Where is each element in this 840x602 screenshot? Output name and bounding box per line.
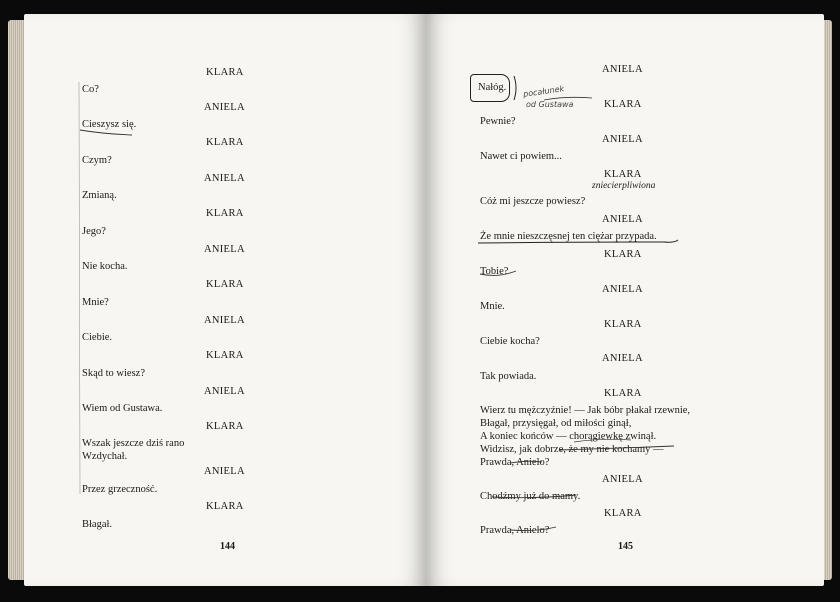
speaker-label: ANIELA <box>602 64 643 75</box>
pencil-marks-right <box>426 14 824 586</box>
speech-line: Wzdychał. <box>82 451 128 462</box>
right-page <box>426 14 824 586</box>
speaker-label: ANIELA <box>204 244 245 255</box>
speaker-label: ANIELA <box>602 353 643 364</box>
page-number: 144 <box>220 541 235 552</box>
page-number: 145 <box>618 541 633 552</box>
speech-line: Mnie. <box>480 301 505 312</box>
speaker-label: KLARA <box>206 421 244 432</box>
speech-line: Błagał. <box>82 519 113 530</box>
speech-line: Nie kocha. <box>82 261 128 272</box>
speech-line: Czym? <box>82 155 112 166</box>
left-page <box>24 14 426 586</box>
speech-line: Ciebie. <box>82 332 113 343</box>
pencil-marks-left <box>24 14 426 586</box>
speech-line: Prawda, Anielo? <box>480 525 550 536</box>
speaker-label: ANIELA <box>204 173 245 184</box>
speaker-label: ANIELA <box>602 134 643 145</box>
speech-line: Przez grzeczność. <box>82 484 158 495</box>
speaker-label: KLARA <box>604 319 642 330</box>
speaker-label: ANIELA <box>204 315 245 326</box>
speech-line: Tobie? <box>480 266 509 277</box>
speaker-label: ANIELA <box>602 474 643 485</box>
handwritten-note-line: od Gustawa <box>526 100 574 109</box>
speaker-label: KLARA <box>604 508 642 519</box>
speaker-label: KLARA <box>206 67 244 78</box>
speech-line: Mnie? <box>82 297 109 308</box>
speaker-label: KLARA <box>604 99 642 110</box>
speech-line: Tak powiada. <box>480 371 537 382</box>
speech-line: Zmianą. <box>82 190 117 201</box>
speech-line: Cóż mi jeszcze powiesz? <box>480 196 586 207</box>
speech-line: Skąd to wiesz? <box>82 368 145 379</box>
speaker-label: KLARA <box>206 350 244 361</box>
speaker-label: KLARA <box>604 249 642 260</box>
margin-note-text: Nałóg. <box>478 82 507 93</box>
speaker-label: ANIELA <box>204 102 245 113</box>
speaker-label: KLARA <box>206 208 244 219</box>
speech-line: Nawet ci powiem... <box>480 151 562 162</box>
speaker-label: ANIELA <box>204 386 245 397</box>
speech-line: Wszak jeszcze dziś rano <box>82 438 185 449</box>
speaker-label: ANIELA <box>602 284 643 295</box>
speaker-label: KLARA <box>604 388 642 399</box>
speech-line: Widzisz, jak dobrze, że my nie kochamy — <box>480 444 664 455</box>
stage-direction: zniecierpliwiona <box>592 181 656 191</box>
speech-line: Ciebie kocha? <box>480 336 540 347</box>
speech-line: Pewnie? <box>480 116 516 127</box>
speech-line: Cieszysz się. <box>82 119 137 130</box>
speech-line: Prawda, Anielo? <box>480 457 550 468</box>
speech-line: Co? <box>82 84 99 95</box>
speaker-label: KLARA <box>604 169 642 180</box>
speech-line: Chodźmy już do mamy. <box>480 491 581 502</box>
speaker-label: ANIELA <box>602 214 643 225</box>
speaker-label: ANIELA <box>204 466 245 477</box>
speech-line: Że mnie nieszczęsnej ten ciężar przypada. <box>480 231 657 242</box>
handwritten-note-line: pocałunek <box>522 84 565 99</box>
speaker-label: KLARA <box>206 279 244 290</box>
speech-line: Jego? <box>82 226 106 237</box>
speech-line: Błagał, przysięgał, od miłości ginął, <box>480 418 632 429</box>
speech-line: A koniec końców — chorągiewkę zwinął. <box>480 431 657 442</box>
speaker-label: KLARA <box>206 501 244 512</box>
speech-line: Wiem od Gustawa. <box>82 403 163 414</box>
speaker-label: KLARA <box>206 137 244 148</box>
speech-line: Wierz tu mężczyźnie! — Jak bóbr płakał rzewnie, <box>480 405 691 416</box>
